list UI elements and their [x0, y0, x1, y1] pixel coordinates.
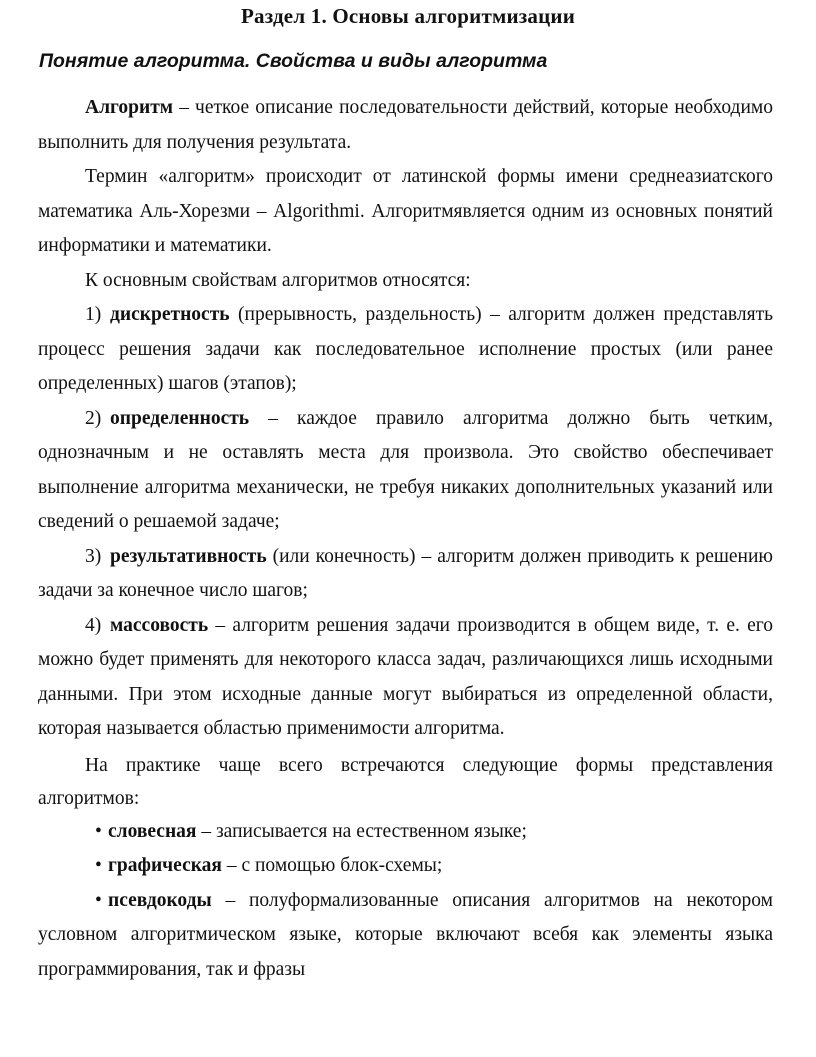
property-item [38, 540, 773, 609]
property-number: 2) [85, 407, 102, 429]
property-item [38, 402, 773, 540]
form-term: псевдокоды [108, 889, 212, 911]
bullet-icon: • [95, 855, 102, 876]
form-item [38, 815, 773, 850]
paragraph-etymology: Термин «алгоритм» происходит от латинской формы имени среднеазиатского математика Аль-Хорезми – Algorithmi. Алгоритмявляется одним из основных понятий информатики и математики. [38, 166, 773, 256]
form-item [38, 884, 773, 988]
section-title: Раздел 1. Основы алгоритмизации [241, 4, 575, 28]
form-text: – с помощью блок-схемы; [221, 855, 443, 876]
property-item [38, 298, 773, 402]
property-text: (или конечность) – алгоритм должен приводить к решению задачи за конечное число шагов; [38, 545, 773, 601]
property-text: – алгоритм решения задачи производится в общем виде, т. е. его можно будет применять для некоторого класса задач, различающихся лишь исходными данными. При этом исходные данные могут выбираться из определенной области, которая называется областью применимости алгоритма. [38, 614, 773, 739]
paragraph-forms-intro: На практике чаще всего встречаются следующие формы представления алгоритмов: [38, 754, 773, 809]
property-item [38, 609, 773, 747]
definition-text: – четкое описание последовательности действий, которые необходимо выполнить для получения результата. [38, 97, 773, 153]
document-body [38, 91, 773, 987]
form-term: словесная [108, 820, 197, 842]
term-algorithm: Алгоритм [85, 97, 174, 118]
form-text: – записывается на естественном языке; [196, 820, 527, 842]
property-text: (прерывность, раздельность) – алгоритм должен представлять процесс решения задачи как последовательное исполнение простых (или ранее определенных) шагов (этапов); [38, 304, 773, 394]
form-term: графическая [108, 855, 222, 876]
property-term: определенность [110, 407, 250, 429]
property-number: 4) [85, 614, 102, 636]
paragraph-properties-intro: К основным свойствам алгоритмов относятся: [85, 269, 471, 291]
property-term: дискретность [110, 304, 230, 325]
property-text: – каждое правило алгоритма должно быть четким, однозначным и не оставлять места для произвола. Это свойство обеспечивает выполнение алгоритма механически, не требуя никаких дополнительных указаний или сведений о решаемой задаче; [38, 407, 773, 532]
bullet-icon: • [95, 820, 102, 842]
form-item [38, 849, 773, 884]
property-term: результативность [110, 545, 267, 567]
forms-section [38, 749, 773, 815]
property-number: 3) [85, 545, 102, 567]
section-subtitle: Понятие алгоритма. Свойства и виды алгоритма [39, 50, 548, 72]
paragraph-definition [38, 91, 773, 160]
property-number: 1) [85, 304, 102, 325]
property-term: массовость [110, 614, 209, 636]
bullet-icon: • [95, 889, 102, 911]
form-text: – полуформализованные описания алгоритмов на некотором условном алгоритмическом языке, которые включают всебя как элементы языка программирования, так и фразы [38, 889, 773, 980]
